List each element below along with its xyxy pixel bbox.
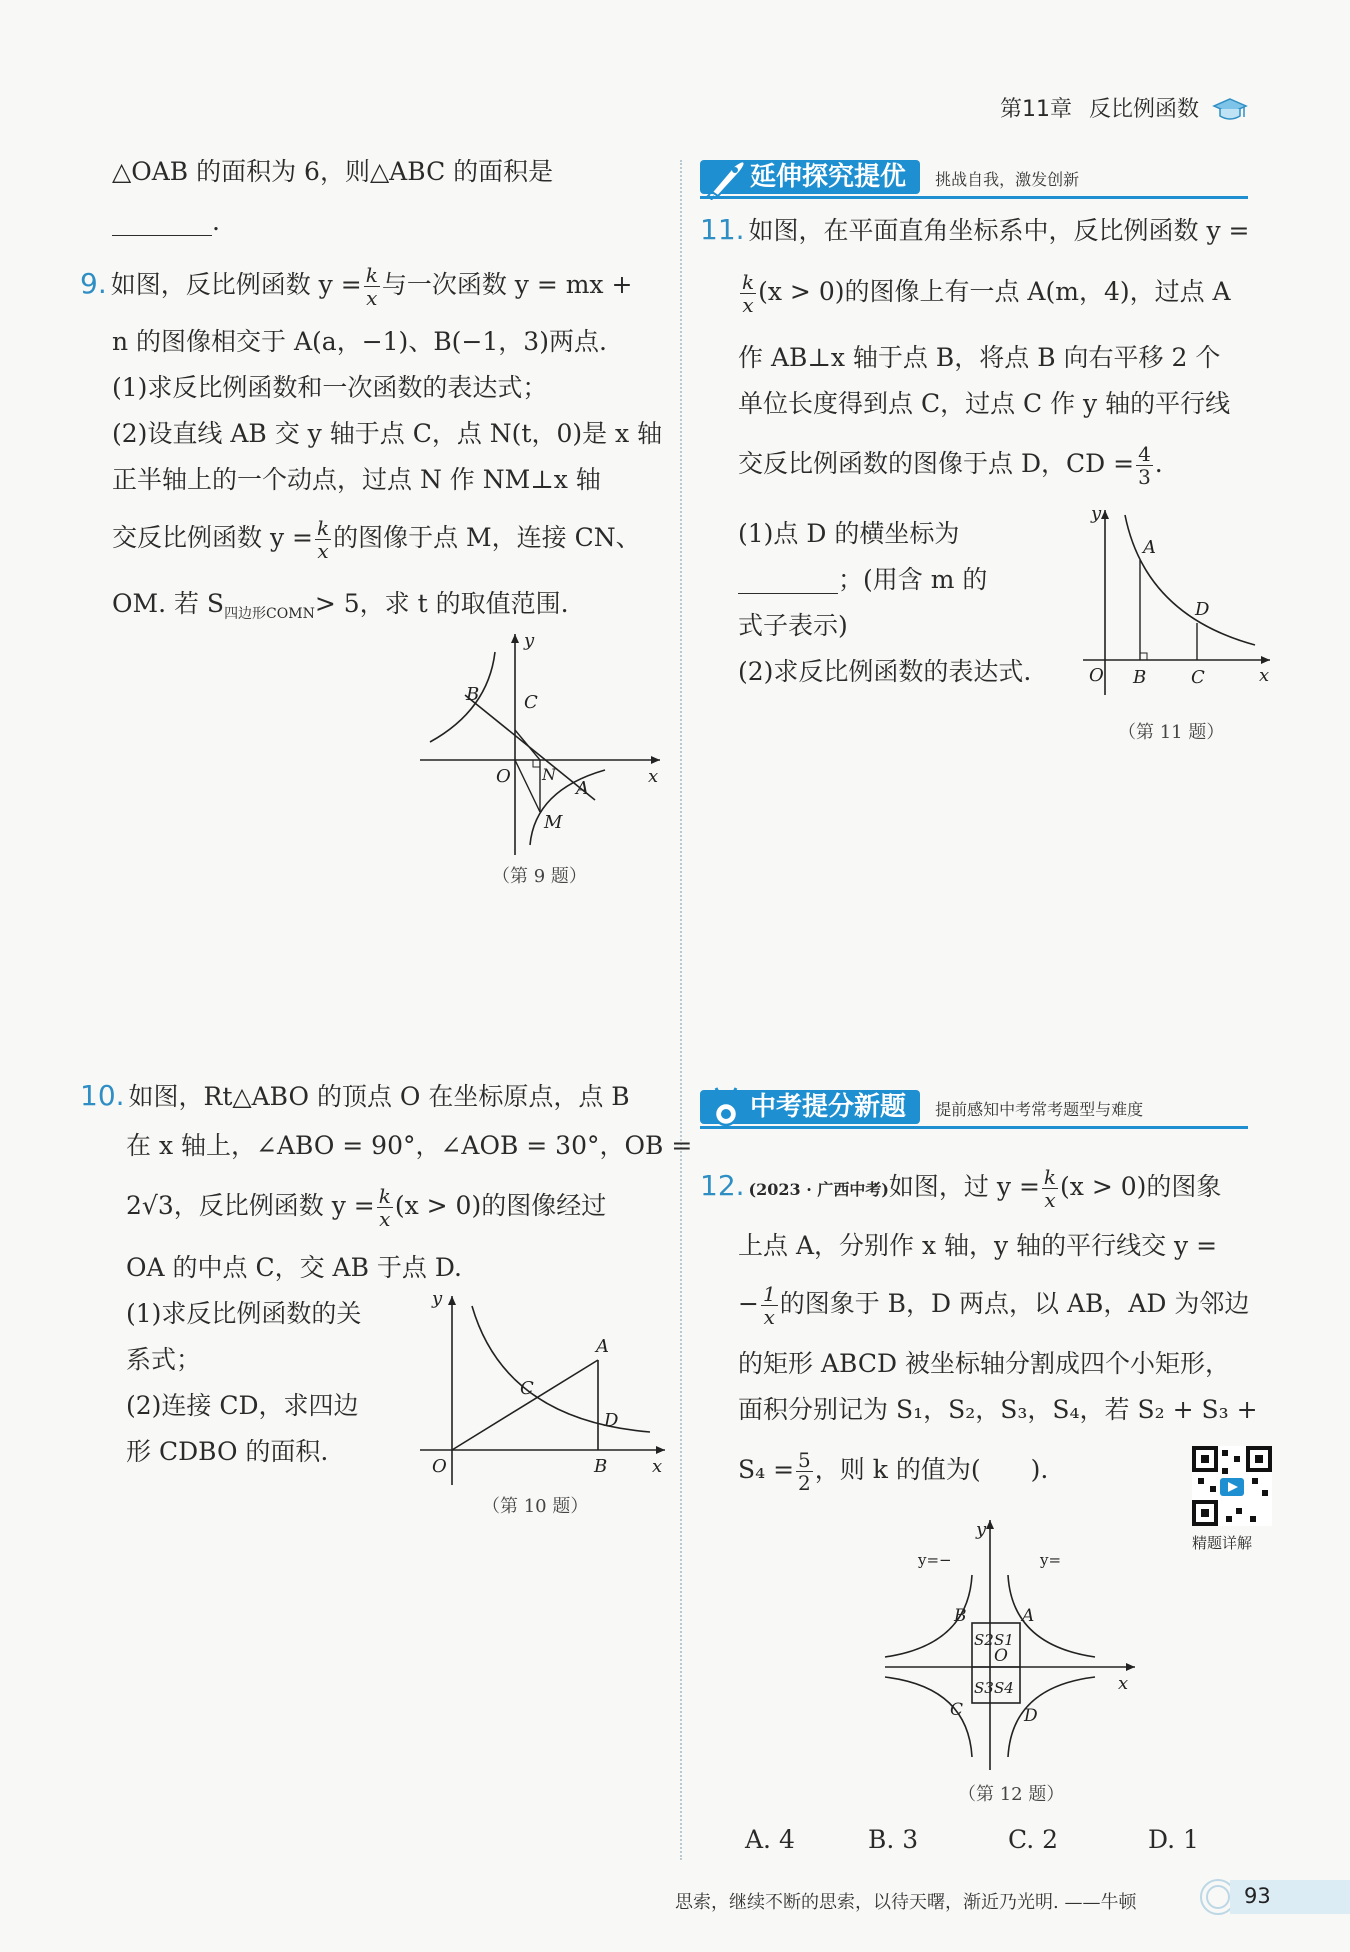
svg-text:y=−: y=− [918,1551,952,1569]
svg-text:A: A [576,778,589,799]
svg-text:x: x [652,1456,663,1477]
q8-answer-blank: ________. [112,207,220,236]
svg-text:A: A [1143,537,1156,558]
q10-part1-b: 系式； [126,1345,202,1374]
svg-text:x: x [648,766,659,787]
q11-line1: 11. 如图，在平面直角坐标系中，反比例函数 y = [700,213,1250,246]
q8-line1: △OAB 的面积为 6，则△ABC 的面积是 [112,157,554,186]
column-divider [680,160,682,1860]
svg-text:C: C [524,692,538,713]
svg-text:y: y [1091,505,1102,524]
svg-text:N: N [542,765,556,784]
q12-figure [880,1515,1140,1775]
q11-caption: （第 11 题） [1118,722,1225,743]
svg-text:S4: S4 [994,1679,1014,1697]
svg-text:B: B [594,1456,608,1477]
q12-option-d[interactable]: D. 1 [1148,1825,1199,1854]
page-number: 93 [1244,1884,1271,1908]
qr-code-icon[interactable] [1192,1446,1272,1526]
banner-extension-title: 延伸探究提优 [700,160,920,194]
q10-part2-b: 形 CDBO 的面积. [126,1437,329,1466]
q9-line1: 9. 如图，反比例函数 y = $\frac{k}{x}$ 与一次函数 y = mx + [80,263,633,310]
q9-line2: n 的图像相交于 A(a，−1)、B(−1，3)两点. [112,327,607,356]
svg-text:S2: S2 [974,1631,994,1649]
graduation-cap-icon [1212,97,1248,123]
svg-text:O: O [1089,665,1104,686]
q9-figure [420,630,670,860]
q12-option-c[interactable]: C. 2 [1008,1825,1059,1854]
chapter-title: 反比例函数 [1089,97,1200,122]
svg-text:y: y [524,630,535,651]
chapter-number: 第11章 [1000,97,1072,122]
svg-text:O: O [432,1456,447,1477]
q12-source: (2023 · 广西中考) [748,1180,889,1199]
q10-line4: OA 的中点 C，交 AB 于点 D. [126,1253,462,1282]
q12-line6: S₄ = $\frac{5}{2}$ ，则 k 的值为( ). [738,1448,1049,1495]
q12-option-b[interactable]: B. 3 [868,1825,919,1854]
q11-line4: 单位长度得到点 C，过点 C 作 y 轴的平行线 [738,389,1231,418]
q12-caption: （第 12 题） [958,1784,1065,1805]
banner-extension-subtitle: 挑战自我，激发创新 [935,170,1080,189]
q9-fraction-k-over-x: $\frac{k}{x}$ [365,263,378,310]
svg-text:C: C [520,1378,534,1399]
q9-hyperbola-upper-left [430,652,495,742]
svg-text:B: B [466,684,480,705]
svg-text:A: A [596,1336,609,1357]
svg-text:S3: S3 [974,1679,994,1697]
q11-part1-b: ________；(用含 m 的 [738,565,988,594]
q9-part2-line1: (2)设直线 AB 交 y 轴于点 C，点 N(t，0)是 x 轴 [112,419,663,448]
svg-text:S1: S1 [994,1631,1014,1649]
q12-line4: 的矩形 ABCD 被坐标轴分割成四个小矩形， [738,1349,1230,1378]
medal-icon [706,1086,746,1130]
q9-part2-line4: OM. 若 $S_{四边形COMN}> 5$，求 t 的取值范围. [112,589,569,622]
q11-line3: 作 AB⊥x 轴于点 B，将点 B 向右平移 2 个 [738,343,1221,372]
svg-text:y: y [432,1290,443,1309]
svg-text:x: x [1259,665,1270,686]
svg-text:M: M [544,812,563,833]
q10-part1-a: (1)求反比例函数的关 [126,1299,362,1328]
q10-caption: （第 10 题） [482,1496,589,1517]
q12-line1: 12. (2023 · 广西中考)如图，过 y = $\frac{k}{x}$ (x > 0)的图象 [700,1165,1222,1212]
svg-text:D: D [1024,1706,1038,1726]
q11-hyperbola [1125,515,1255,645]
svg-text:A: A [1022,1606,1035,1626]
q10-part2-a: (2)连接 CD，求四边 [126,1391,359,1420]
q12-hyperbola-neg-right [1008,1677,1095,1757]
chapter-header [1000,92,1248,123]
q9-part1: (1)求反比例函数和一次函数的表达式； [112,373,548,402]
banner-exam [700,1090,1143,1124]
qr-code-label: 精题详解 [1192,1534,1253,1552]
svg-text:D: D [604,1410,619,1431]
svg-text:O: O [994,1646,1008,1666]
rocket-icon [704,156,750,200]
svg-text:B: B [1133,667,1147,688]
q10-figure [410,1290,670,1490]
q11-part1-c: 式子表示) [738,611,848,640]
q11-figure [1075,505,1275,705]
banner-exam-title: 中考提分新题 [700,1090,920,1124]
page-number-tab [1230,1880,1350,1914]
q11-part2: (2)求反比例函数的表达式. [738,657,1032,686]
svg-text:B: B [954,1606,967,1626]
q11-line2: $\frac{k}{x}$ (x > 0)的图像上有一点 A(m，4)，过点 A [742,270,1231,317]
svg-text:C: C [950,1700,964,1720]
footer-quote: 思索，继续不断的思索，以待天曙，渐近乃光明. ——牛顿 [675,1892,1137,1913]
svg-text:D: D [1195,599,1210,620]
q12-line2: 上点 A，分别作 x 轴，y 轴的平行线交 y = [738,1231,1218,1260]
q11-line5: 交反比例函数的图像于点 D，CD = $\frac{4}{3}$ . [738,442,1163,489]
q10-line2: 在 x 轴上，∠ABO = 90°，∠AOB = 30°，OB = [126,1131,693,1160]
svg-text:C: C [1191,667,1205,688]
q11-part1-a: (1)点 D 的横坐标为 [738,519,960,548]
q10-line1: 10. 如图，Rt△ABO 的顶点 O 在坐标原点，点 B [80,1079,630,1112]
svg-text:x: x [1118,1673,1129,1694]
q10-hyperbola [472,1306,650,1432]
q9-caption: （第 9 题） [492,866,587,887]
q12-line3: − $\frac{1}{x}$ 的图象于 B，D 两点，以 AB，AD 为邻边 [738,1282,1250,1329]
q12-option-a[interactable]: A. 4 [745,1825,795,1854]
q10-number: 10. [80,1079,125,1112]
q10-line3: 2√3，反比例函数 y = $\frac{k}{x}$ (x > 0)的图像经过 [126,1184,607,1231]
qr-code-block[interactable] [1192,1446,1272,1553]
q11-number: 11. [700,213,745,246]
q12-line5: 面积分别记为 S₁，S₂，S₃，S₄，若 S₂ + S₃ + [738,1395,1258,1424]
svg-text:y: y [976,1519,987,1540]
svg-text:y=: y= [1040,1551,1062,1569]
banner-extension [700,160,1079,194]
q9-part2-line3: 交反比例函数 y = $\frac{k}{x}$ 的图像于点 M，连接 CN、 [112,516,641,563]
q9-number: 9. [80,267,107,300]
q12-number: 12. [700,1169,745,1202]
q9-part2-line2: 正半轴上的一个动点，过点 N 作 NM⊥x 轴 [112,465,601,494]
svg-text:O: O [496,766,511,787]
banner-exam-subtitle: 提前感知中考常考题型与难度 [935,1100,1144,1119]
